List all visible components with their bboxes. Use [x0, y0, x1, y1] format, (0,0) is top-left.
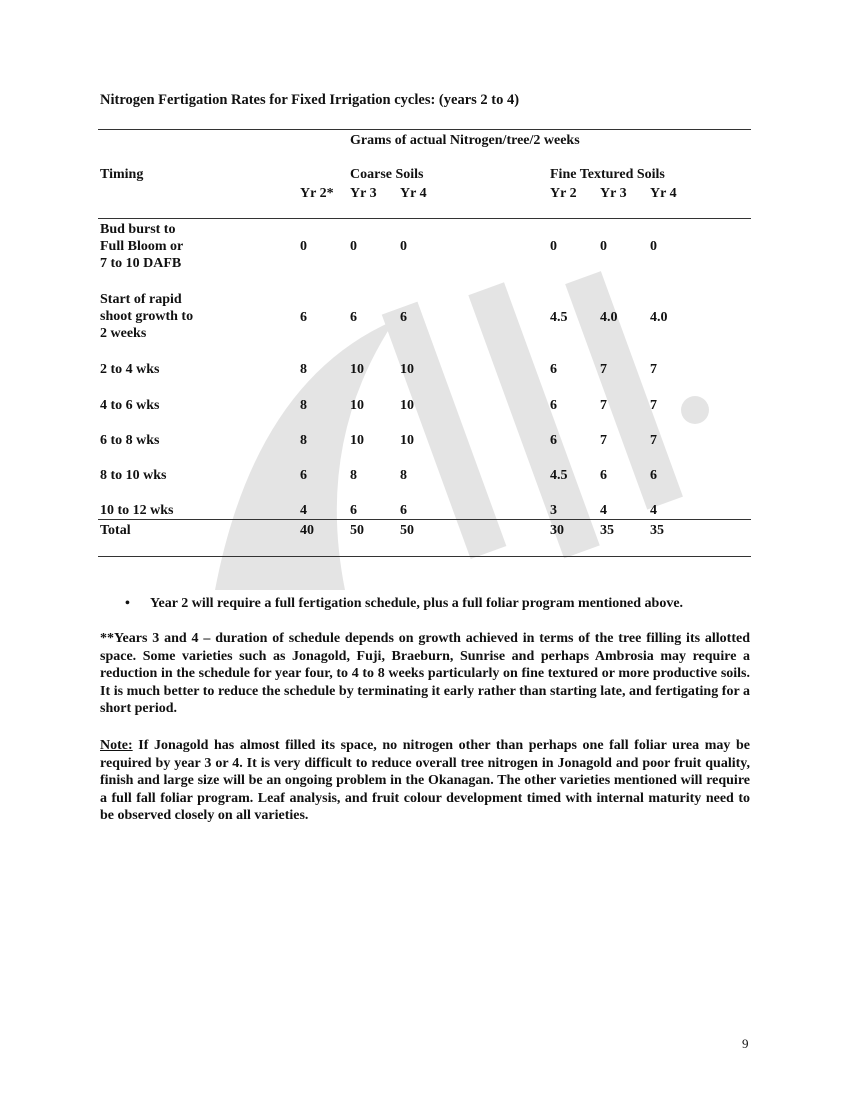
- table-cell: 0: [600, 239, 607, 254]
- table-cell: 4: [300, 503, 307, 518]
- table-cell: 6: [550, 433, 557, 448]
- note-label: Note:: [100, 738, 133, 753]
- note-paragraph: [100, 737, 750, 825]
- table-cell: 0: [400, 239, 407, 254]
- fine-soils-header: Fine Textured Soils: [550, 167, 665, 182]
- total-rule: [98, 519, 751, 520]
- table-cell: 6: [400, 310, 407, 325]
- table-cell: 6: [600, 468, 607, 483]
- table-cell: 6: [400, 503, 407, 518]
- total-cell: 30: [550, 523, 564, 538]
- table-cell: 6: [550, 362, 557, 377]
- page-title: Nitrogen Fertigation Rates for Fixed Irrigation cycles: (years 2 to 4): [100, 92, 520, 108]
- year-header: Yr 3: [600, 186, 627, 201]
- row-timing: 4 to 6 wks: [100, 398, 160, 413]
- table-cell: 7: [650, 433, 657, 448]
- table-cell: 7: [650, 362, 657, 377]
- timing-header: Timing: [100, 167, 144, 182]
- table-cell: 4.5: [550, 310, 568, 325]
- table-cell: 4.0: [650, 310, 668, 325]
- row-timing: 8 to 10 wks: [100, 468, 167, 483]
- table-cell: 10: [400, 433, 414, 448]
- coarse-soils-header: Coarse Soils: [350, 167, 424, 182]
- table-cell: 4: [650, 503, 657, 518]
- row-timing: Bud burst to Full Bloom or 7 to 10 DAFB: [100, 222, 184, 271]
- table-cell: 4.5: [550, 468, 568, 483]
- table-bottom-rule: [98, 556, 751, 557]
- watermark-logo: [195, 260, 755, 620]
- table-cell: 8: [300, 362, 307, 377]
- year-header: Yr 2: [550, 186, 577, 201]
- table-cell: 8: [350, 468, 357, 483]
- bullet-text: Year 2 will require a full fertigation schedule, plus a full foliar program mentioned above.: [150, 596, 684, 611]
- table-cell: 0: [550, 239, 557, 254]
- table-cell: 7: [650, 398, 657, 413]
- table-cell: 6: [300, 310, 307, 325]
- total-cell: 35: [600, 523, 614, 538]
- table-cell: 10: [400, 398, 414, 413]
- note-text: If Jonagold has almost filled its space, no nitrogen other than perhaps one fall foliar urea may be required by year 3 or 4. It is very difficult to reduce overall tree nitrogen in Jonagold and poor fruit quality, finish and large size will be an ongoing problem in the Okanagan. The other varieties mentioned will require a full fall foliar program. Leaf analysis, and fruit colour development timed with internal maturity need to be observed closely on all varieties.: [100, 738, 750, 823]
- row-timing: Start of rapid shoot growth to 2 weeks: [100, 292, 194, 341]
- total-cell: 50: [400, 523, 414, 538]
- table-cell: 6: [550, 398, 557, 413]
- table-cell: 6: [300, 468, 307, 483]
- total-label: Total: [100, 523, 131, 538]
- table-cell: 6: [350, 503, 357, 518]
- unit-header: Grams of actual Nitrogen/tree/2 weeks: [350, 133, 580, 148]
- row-timing: 2 to 4 wks: [100, 362, 160, 377]
- table-cell: 10: [350, 362, 364, 377]
- table-top-rule: [98, 129, 751, 130]
- table-cell: 4.0: [600, 310, 618, 325]
- table-cell: 3: [550, 503, 557, 518]
- table-cell: 0: [350, 239, 357, 254]
- row-timing: 6 to 8 wks: [100, 433, 160, 448]
- table-cell: 7: [600, 398, 607, 413]
- table-cell: 8: [400, 468, 407, 483]
- year-header: Yr 3: [350, 186, 377, 201]
- bullet-icon: •: [125, 596, 130, 611]
- table-cell: 10: [350, 398, 364, 413]
- total-cell: 40: [300, 523, 314, 538]
- years-3-4-paragraph: **Years 3 and 4 – duration of schedule depends on growth achieved in terms of the tree filling its allotted space. Some varieties such as Jonagold, Fuji, Braeburn, Sunrise and perhaps Ambrosia may require a reduction in the schedule for year four, to 4 to 8 weeks particularly on fine textured or more productive soils. It is much better to reduce the schedule by terminating it early rather than starting late, and fertigating for a short period.: [100, 631, 750, 716]
- year-header: Yr 2*: [300, 186, 334, 201]
- total-cell: 50: [350, 523, 364, 538]
- table-cell: 4: [600, 503, 607, 518]
- table-header-rule: [98, 218, 751, 219]
- table-cell: 7: [600, 362, 607, 377]
- table-cell: 0: [300, 239, 307, 254]
- row-timing: 10 to 12 wks: [100, 503, 174, 518]
- table-cell: 0: [650, 239, 657, 254]
- table-cell: 6: [650, 468, 657, 483]
- table-cell: 8: [300, 398, 307, 413]
- table-cell: 10: [350, 433, 364, 448]
- total-cell: 35: [650, 523, 664, 538]
- table-cell: 7: [600, 433, 607, 448]
- table-cell: 10: [400, 362, 414, 377]
- year-header: Yr 4: [650, 186, 677, 201]
- table-cell: 8: [300, 433, 307, 448]
- year-header: Yr 4: [400, 186, 427, 201]
- table-cell: 6: [350, 310, 357, 325]
- page-number: 9: [742, 1036, 749, 1051]
